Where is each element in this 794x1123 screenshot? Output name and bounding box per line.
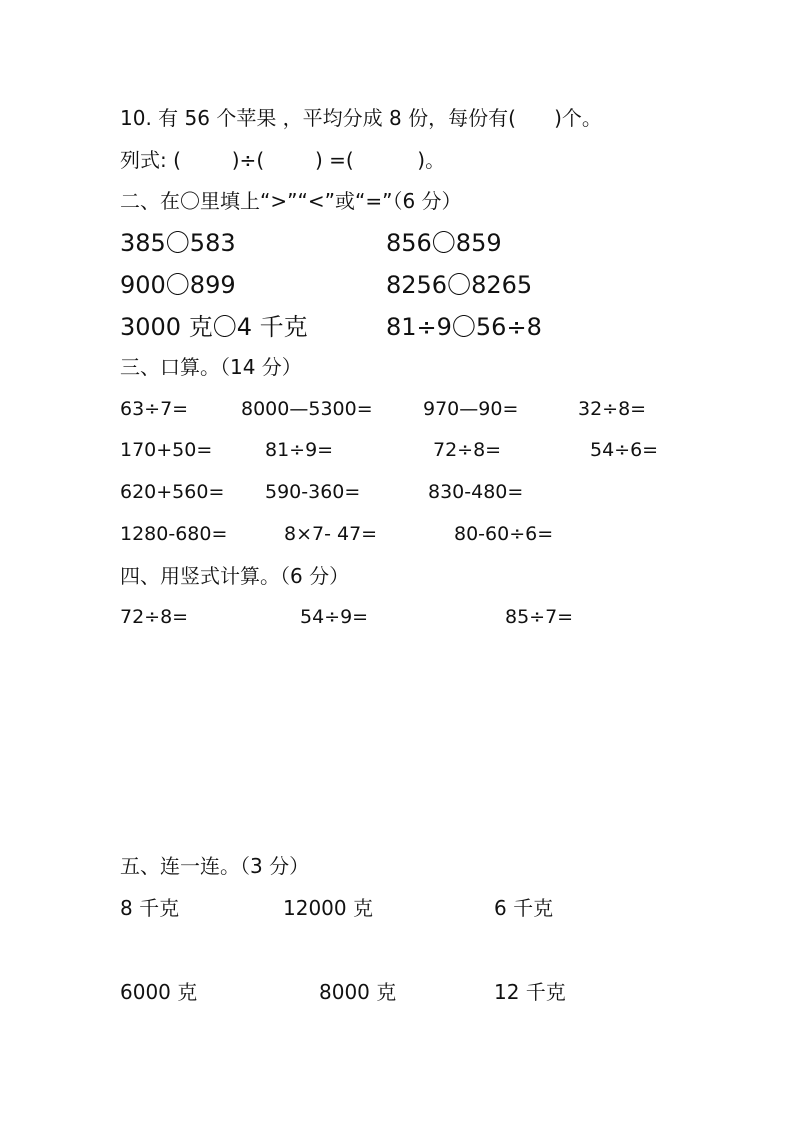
match-item-bottom: 12 千克 (494, 980, 566, 1004)
oral-calc-item: 72÷8= (433, 439, 502, 461)
oral-calc-item: 170+50= (120, 439, 213, 461)
question-10-formula: 列式: ( )÷( ) =( )。 (120, 148, 446, 172)
section-5-heading: 五、连一连。（3 分） (120, 854, 310, 878)
compare-item: 81÷9〇56÷8 (386, 313, 542, 341)
oral-calc-item: 8000—5300= (241, 398, 373, 420)
vertical-calc-item: 72÷8= (120, 606, 189, 628)
oral-calc-item: 81÷9= (265, 439, 334, 461)
question-10: 10. 有 56 个苹果 ，平均分成 8 份，每份有( )个。 (120, 106, 602, 130)
oral-calc-item: 32÷8= (578, 398, 647, 420)
oral-calc-item: 80-60÷6= (454, 523, 554, 545)
vertical-calc-item: 85÷7= (505, 606, 574, 628)
compare-item: 3000 克〇4 千克 (120, 313, 308, 341)
compare-item: 856〇859 (386, 229, 502, 257)
oral-calc-item: 590-360= (265, 481, 361, 503)
oral-calc-item: 63÷7= (120, 398, 189, 420)
compare-item: 8256〇8265 (386, 271, 533, 299)
oral-calc-item: 620+560= (120, 481, 225, 503)
match-item-bottom: 8000 克 (319, 980, 397, 1004)
section-4-heading: 四、用竖式计算。（6 分） (120, 564, 350, 588)
match-item-top: 8 千克 (120, 896, 180, 920)
oral-calc-item: 54÷6= (590, 439, 659, 461)
oral-calc-item: 830-480= (428, 481, 524, 503)
match-item-bottom: 6000 克 (120, 980, 198, 1004)
section-2-heading: 二、在〇里填上“>”“<”或“=”（6 分） (120, 189, 462, 213)
vertical-calc-item: 54÷9= (300, 606, 369, 628)
compare-item: 385〇583 (120, 229, 236, 257)
oral-calc-item: 970—90= (423, 398, 519, 420)
section-3-heading: 三、口算。（14 分） (120, 355, 302, 379)
oral-calc-item: 8×7- 47= (284, 523, 378, 545)
compare-item: 900〇899 (120, 271, 236, 299)
match-item-top: 12000 克 (283, 896, 373, 920)
match-item-top: 6 千克 (494, 896, 554, 920)
oral-calc-item: 1280-680= (120, 523, 228, 545)
